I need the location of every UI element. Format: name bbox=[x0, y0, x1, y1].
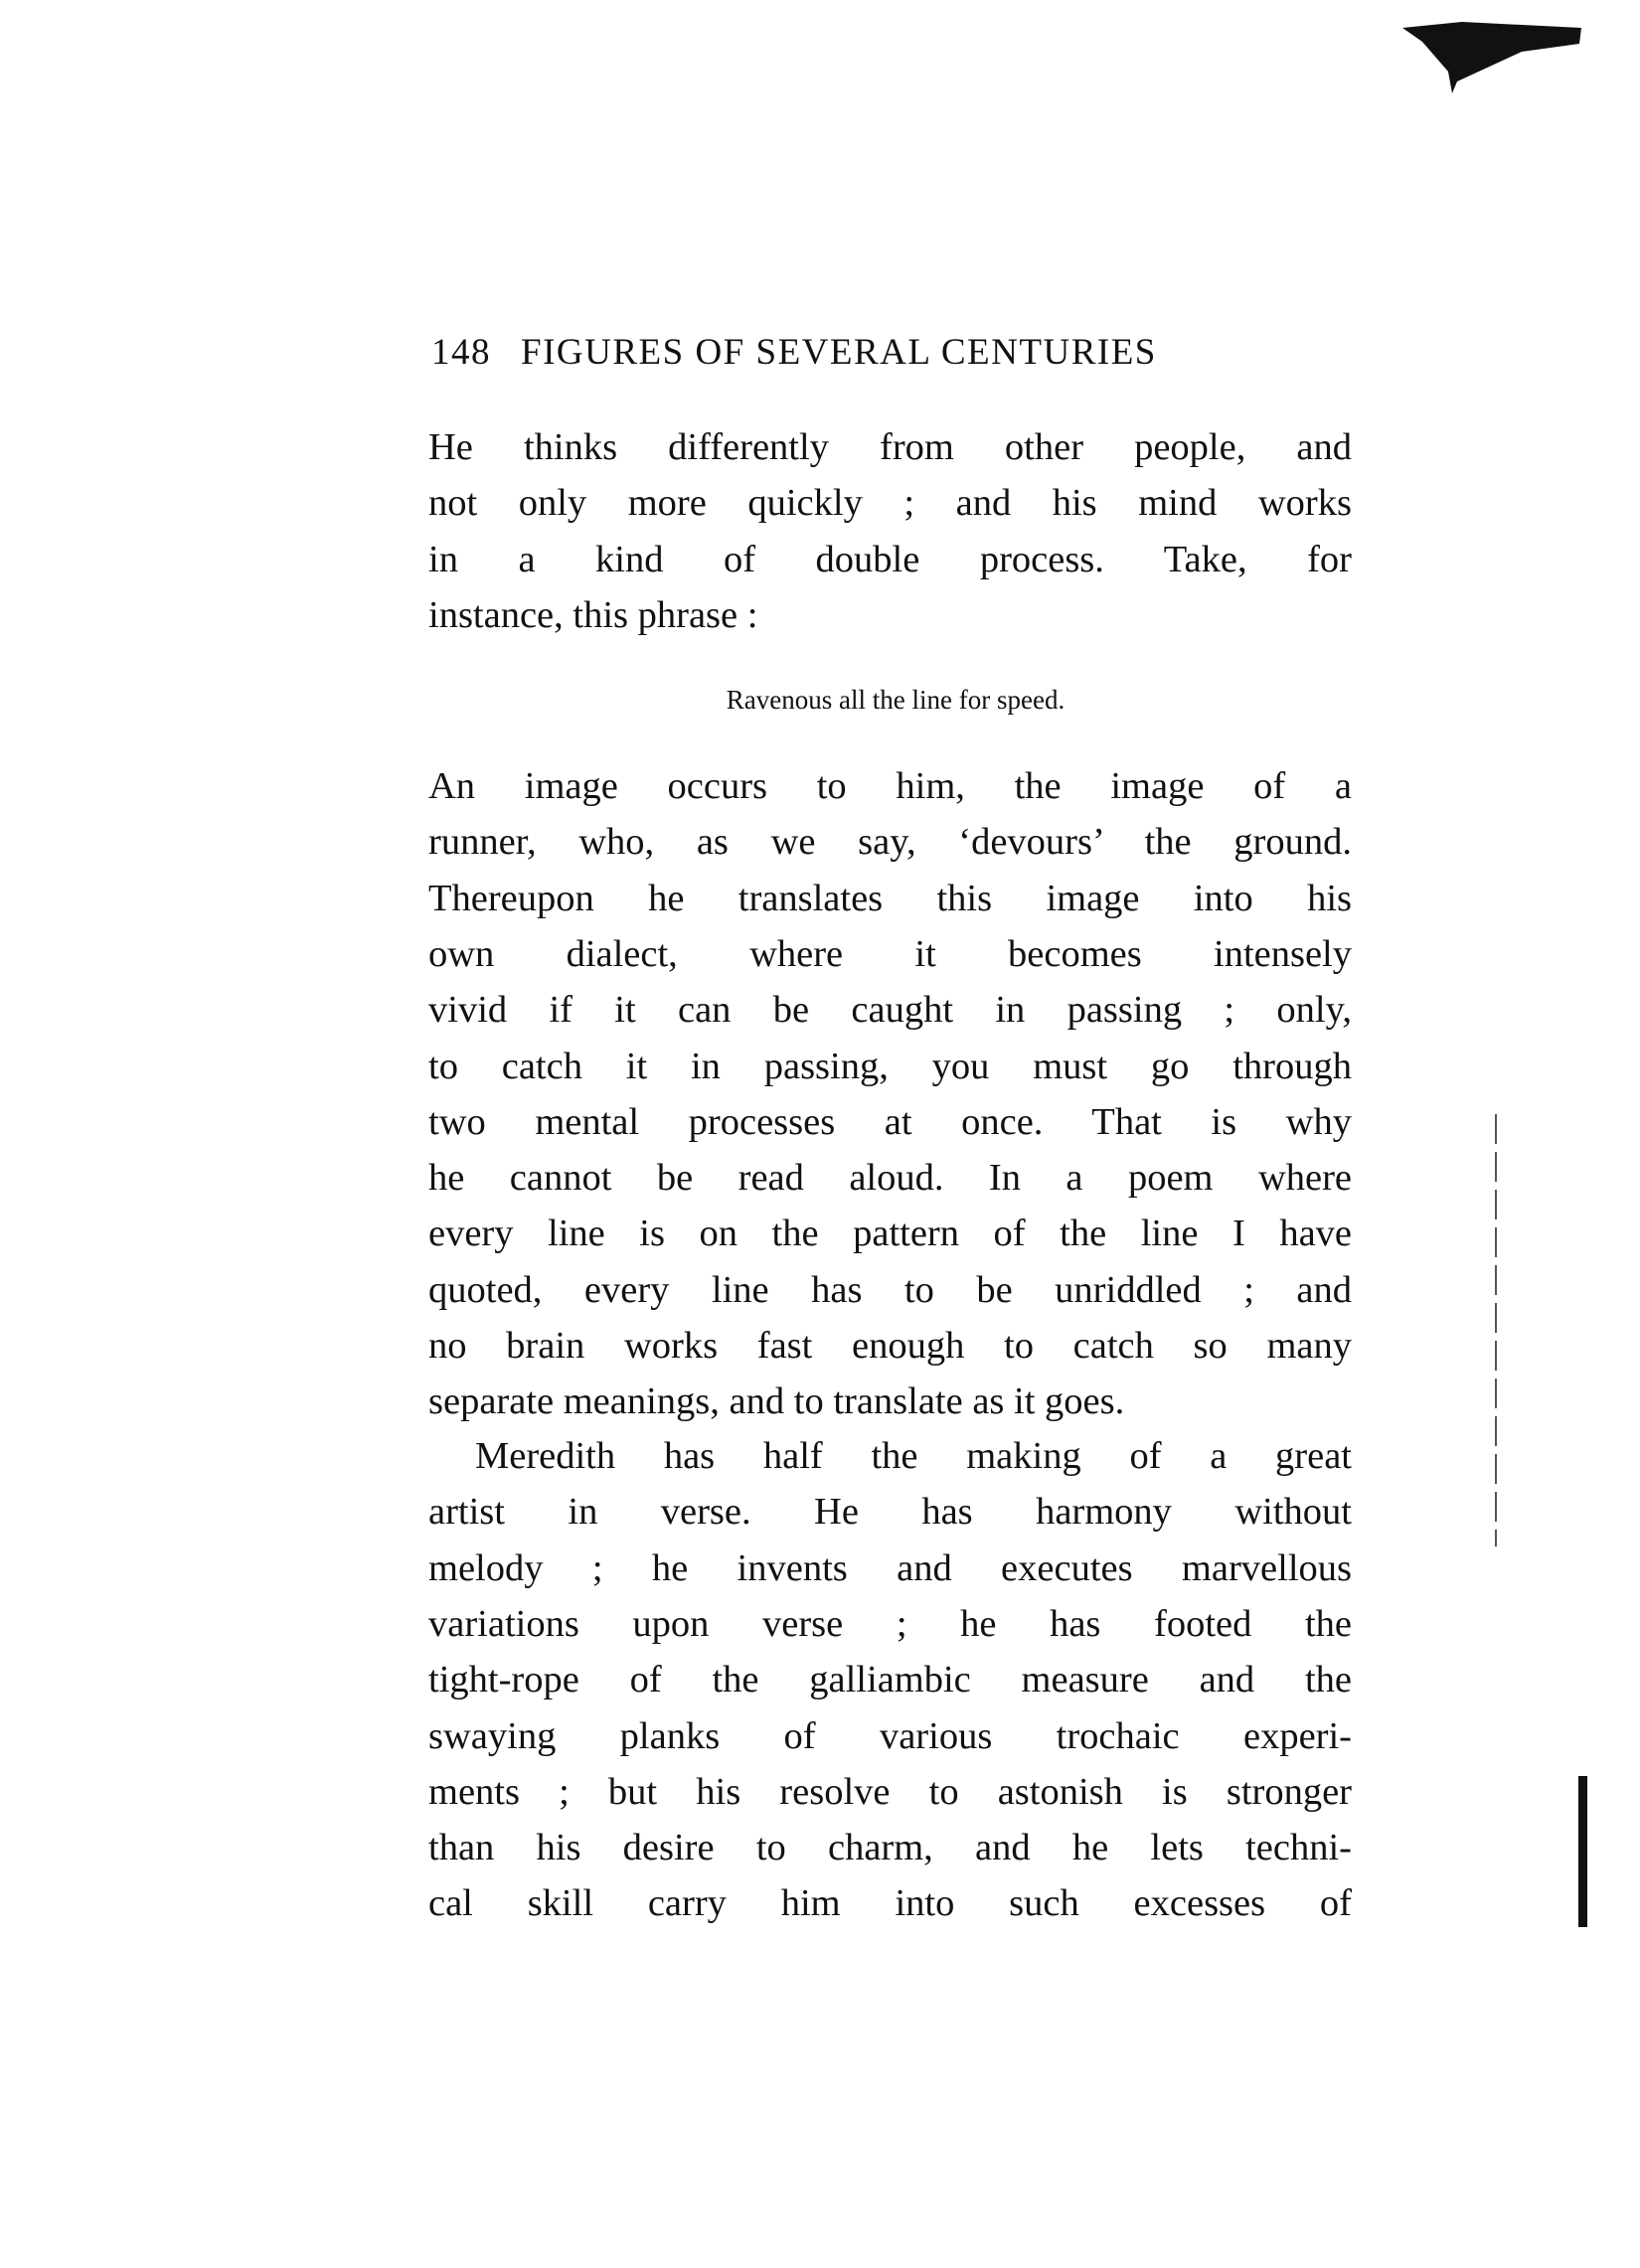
margin-mark bbox=[1495, 1114, 1497, 1546]
text-line: not only more quickly ; and his mind works bbox=[428, 482, 1352, 525]
text-line: Thereupon he translates this image into his bbox=[428, 877, 1352, 919]
quoted-verse-line: Ravenous all the line for speed. bbox=[726, 685, 1066, 715]
text-line: quoted, every line has to be unriddled ; and bbox=[428, 1268, 1352, 1311]
text-line: he cannot be read aloud. In a poem where bbox=[428, 1157, 1352, 1200]
text-line: to catch it in passing, you must go through bbox=[428, 1045, 1352, 1087]
running-header bbox=[431, 331, 1324, 374]
running-title: FIGURES OF SEVERAL CENTURIES bbox=[521, 332, 1157, 373]
text-line: in a kind of double process. Take, for bbox=[428, 538, 1352, 580]
text-line: swaying planks of various trochaic experi- bbox=[428, 1714, 1352, 1757]
text-line: cal skill carry him into such excesses of bbox=[428, 1882, 1352, 1925]
text-line: melody ; he invents and executes marvellous bbox=[428, 1546, 1352, 1589]
text-line: artist in verse. He has harmony without bbox=[428, 1491, 1352, 1534]
text-line: every line is on the pattern of the line I have bbox=[428, 1213, 1352, 1255]
page-number: 148 bbox=[431, 332, 491, 373]
scan-edge-bar bbox=[1578, 1776, 1587, 1927]
text-line: Meredith has half the making of a great bbox=[475, 1435, 1352, 1477]
text-line: An image occurs to him, the image of a bbox=[428, 765, 1352, 807]
text-line: two mental processes at once. That is why bbox=[428, 1100, 1352, 1143]
text-line: runner, who, as we say, ‘devours’ the ground. bbox=[428, 821, 1352, 864]
text-line: than his desire to charm, and he lets techni- bbox=[428, 1827, 1352, 1869]
text-line: variations upon verse ; he has footed the bbox=[428, 1602, 1352, 1645]
text-line: vivid if it can be caught in passing ; only, bbox=[428, 989, 1352, 1032]
text-line: He thinks differently from other people, and bbox=[428, 426, 1352, 468]
text-line: separate meanings, and to translate as it goes. bbox=[428, 1380, 1125, 1423]
text-line: no brain works fast enough to catch so many bbox=[428, 1325, 1352, 1367]
text-line: tight-rope of the galliambic measure and the bbox=[428, 1659, 1352, 1701]
scan-artifact-blot bbox=[1402, 22, 1581, 93]
text-line: instance, this phrase : bbox=[428, 593, 758, 636]
text-line: ments ; but his resolve to astonish is stronger bbox=[428, 1770, 1352, 1813]
text-line: own dialect, where it becomes intensely bbox=[428, 932, 1352, 975]
